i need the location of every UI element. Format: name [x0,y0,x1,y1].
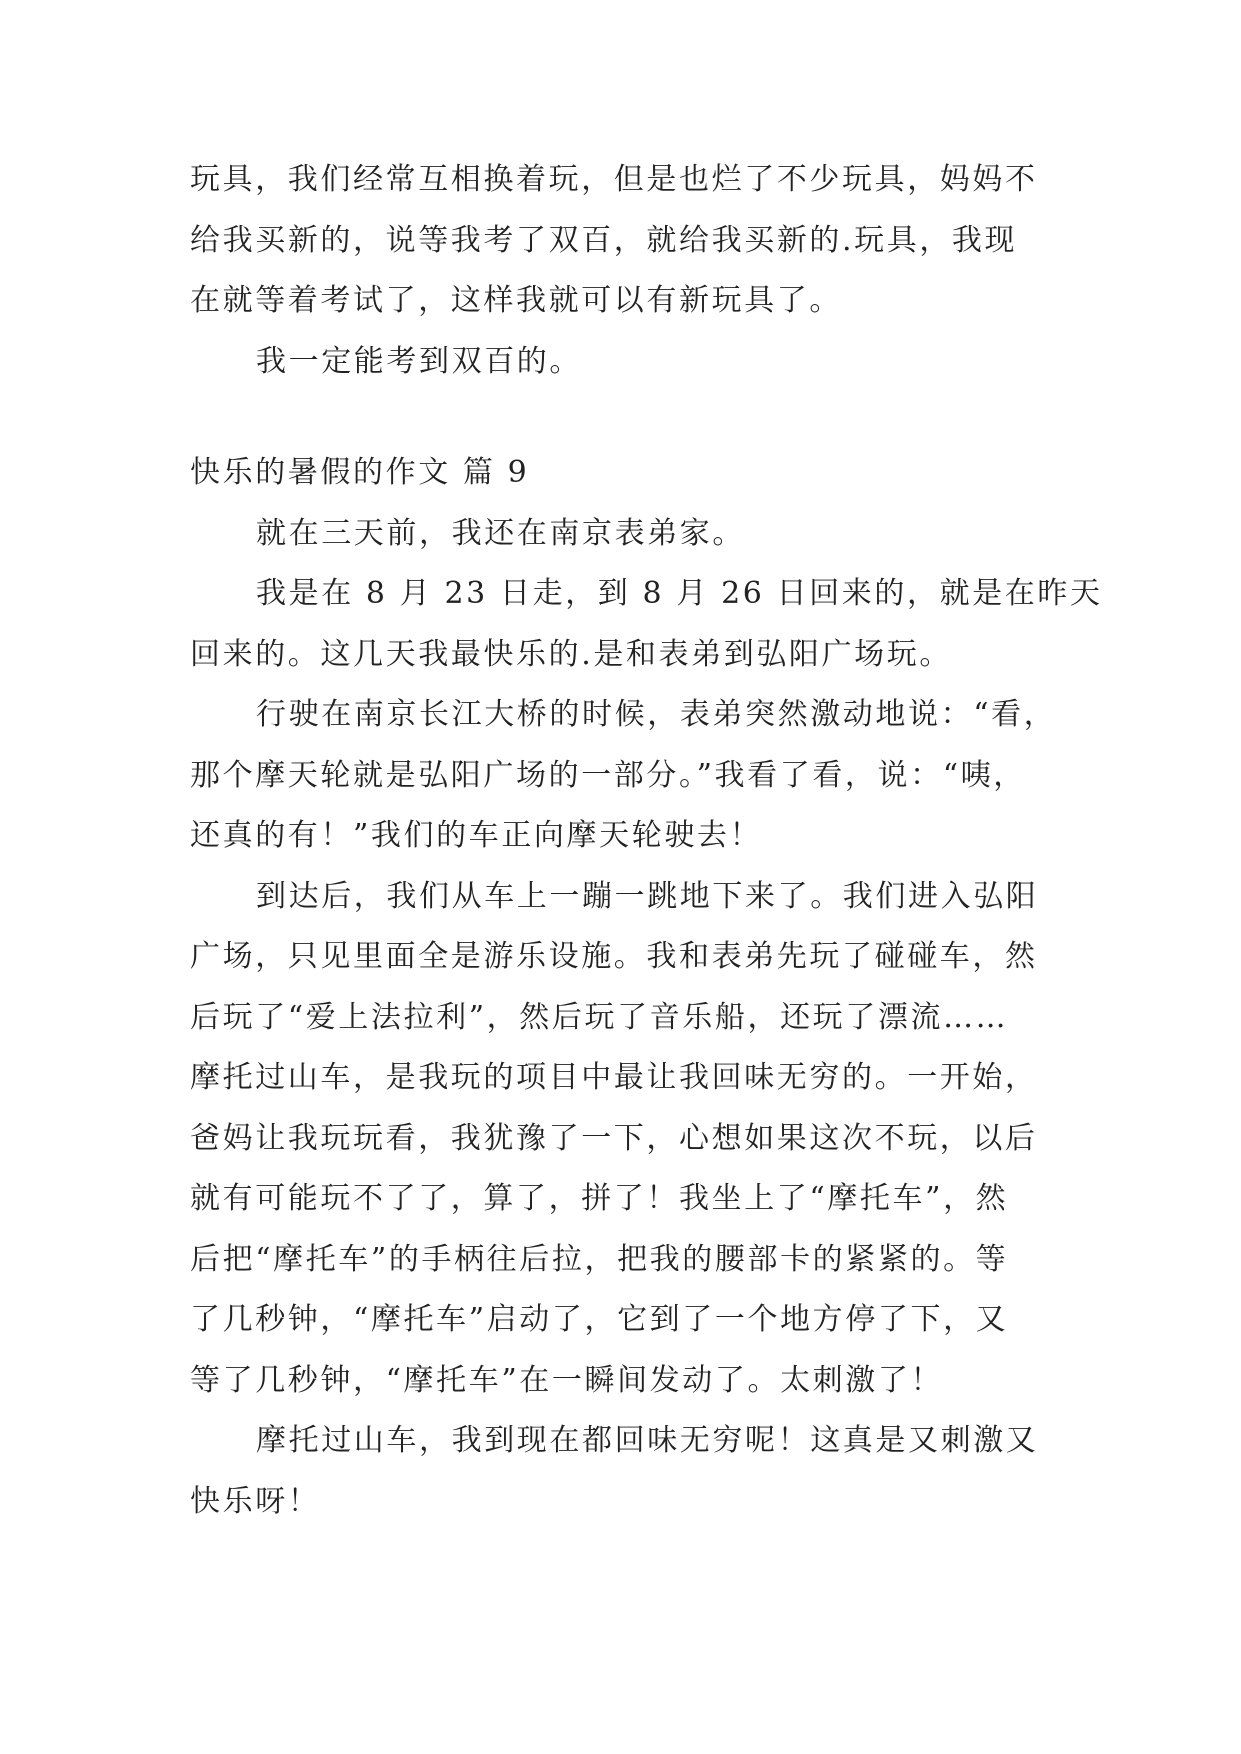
paragraph-3 [190,685,1057,867]
document-body [190,150,1103,1532]
paragraph-intro [190,150,1050,332]
text-line: 在就等着考试了，这样我就可以有新玩具了。 [190,283,842,318]
text-line: 我一定能考到双百的。 [256,343,582,379]
text-line: 到达后，我们从车上一蹦一跳地下来了。我们进入弘阳 [256,878,1039,914]
text-line: 玩具，我们经常互相换着玩，但是也烂了不少玩具，妈妈不 [190,162,1038,197]
text-line: 了几秒钟，“摩托车”启动了，它到了一个地方停了下，又 [190,1302,1009,1337]
text-line: 我是在 8 月 23 日走，到 8 月 26 日回来的，就是在昨天 [256,576,1103,611]
text-line: 就在三天前，我还在南京表弟家。 [256,515,745,551]
text-line: 摩托过山车，我到现在都回味无穷呢！这真是又刺激又 [256,1423,1039,1458]
paragraph-1 [190,504,1050,565]
text-line: 等了几秒钟，“摩托车”在一瞬间发动了。太刺激了！ [190,1362,944,1398]
paragraph-4 [190,867,1050,1412]
text-line: 后把“摩托车”的手柄往后拉，把我的腰部卡的紧紧的。等 [190,1241,1009,1277]
paragraph-5 [190,1411,1050,1532]
text-line: 快乐呀！ [190,1483,321,1519]
document-page [190,150,1103,1532]
text-line: 广场，只见里面全是游乐设施。我和表弟先玩了碰碰车，然 [190,939,1038,974]
text-line: 后玩了“爱上法拉利”，然后玩了音乐船，还玩了漂流…… [190,999,1009,1035]
text-line: 回来的。这几天我最快乐的.是和表弟到弘阳广场玩。 [190,636,952,672]
text-line: 爸妈让我玩玩看，我犹豫了一下，心想如果这次不玩，以后 [190,1120,1038,1156]
paragraph-intro-2 [190,332,1050,393]
section-spacer [190,392,1050,443]
section-title-text: 快乐的暑假的作文 篇 9 [190,455,530,490]
text-line: 给我买新的，说等我考了双百，就给我买新的.玩具，我现 [190,222,1018,258]
text-line: 还真的有！”我们的车正向摩天轮驶去！ [190,818,763,853]
text-line: 摩托过山车，是我玩的项目中最让我回味无穷的。一开始， [190,1060,1038,1095]
text-line: 那个摩天轮就是弘阳广场的一部分。”我看了看，说：“咦， [190,757,1026,793]
paragraph-2 [190,564,1103,685]
text-line: 就有可能玩不了了，算了，拼了！我坐上了“摩托车”，然 [190,1181,1009,1216]
text-line: 行驶在南京长江大桥的时候，表弟突然激动地说：“看， [256,697,1057,732]
section-title [190,443,1050,504]
